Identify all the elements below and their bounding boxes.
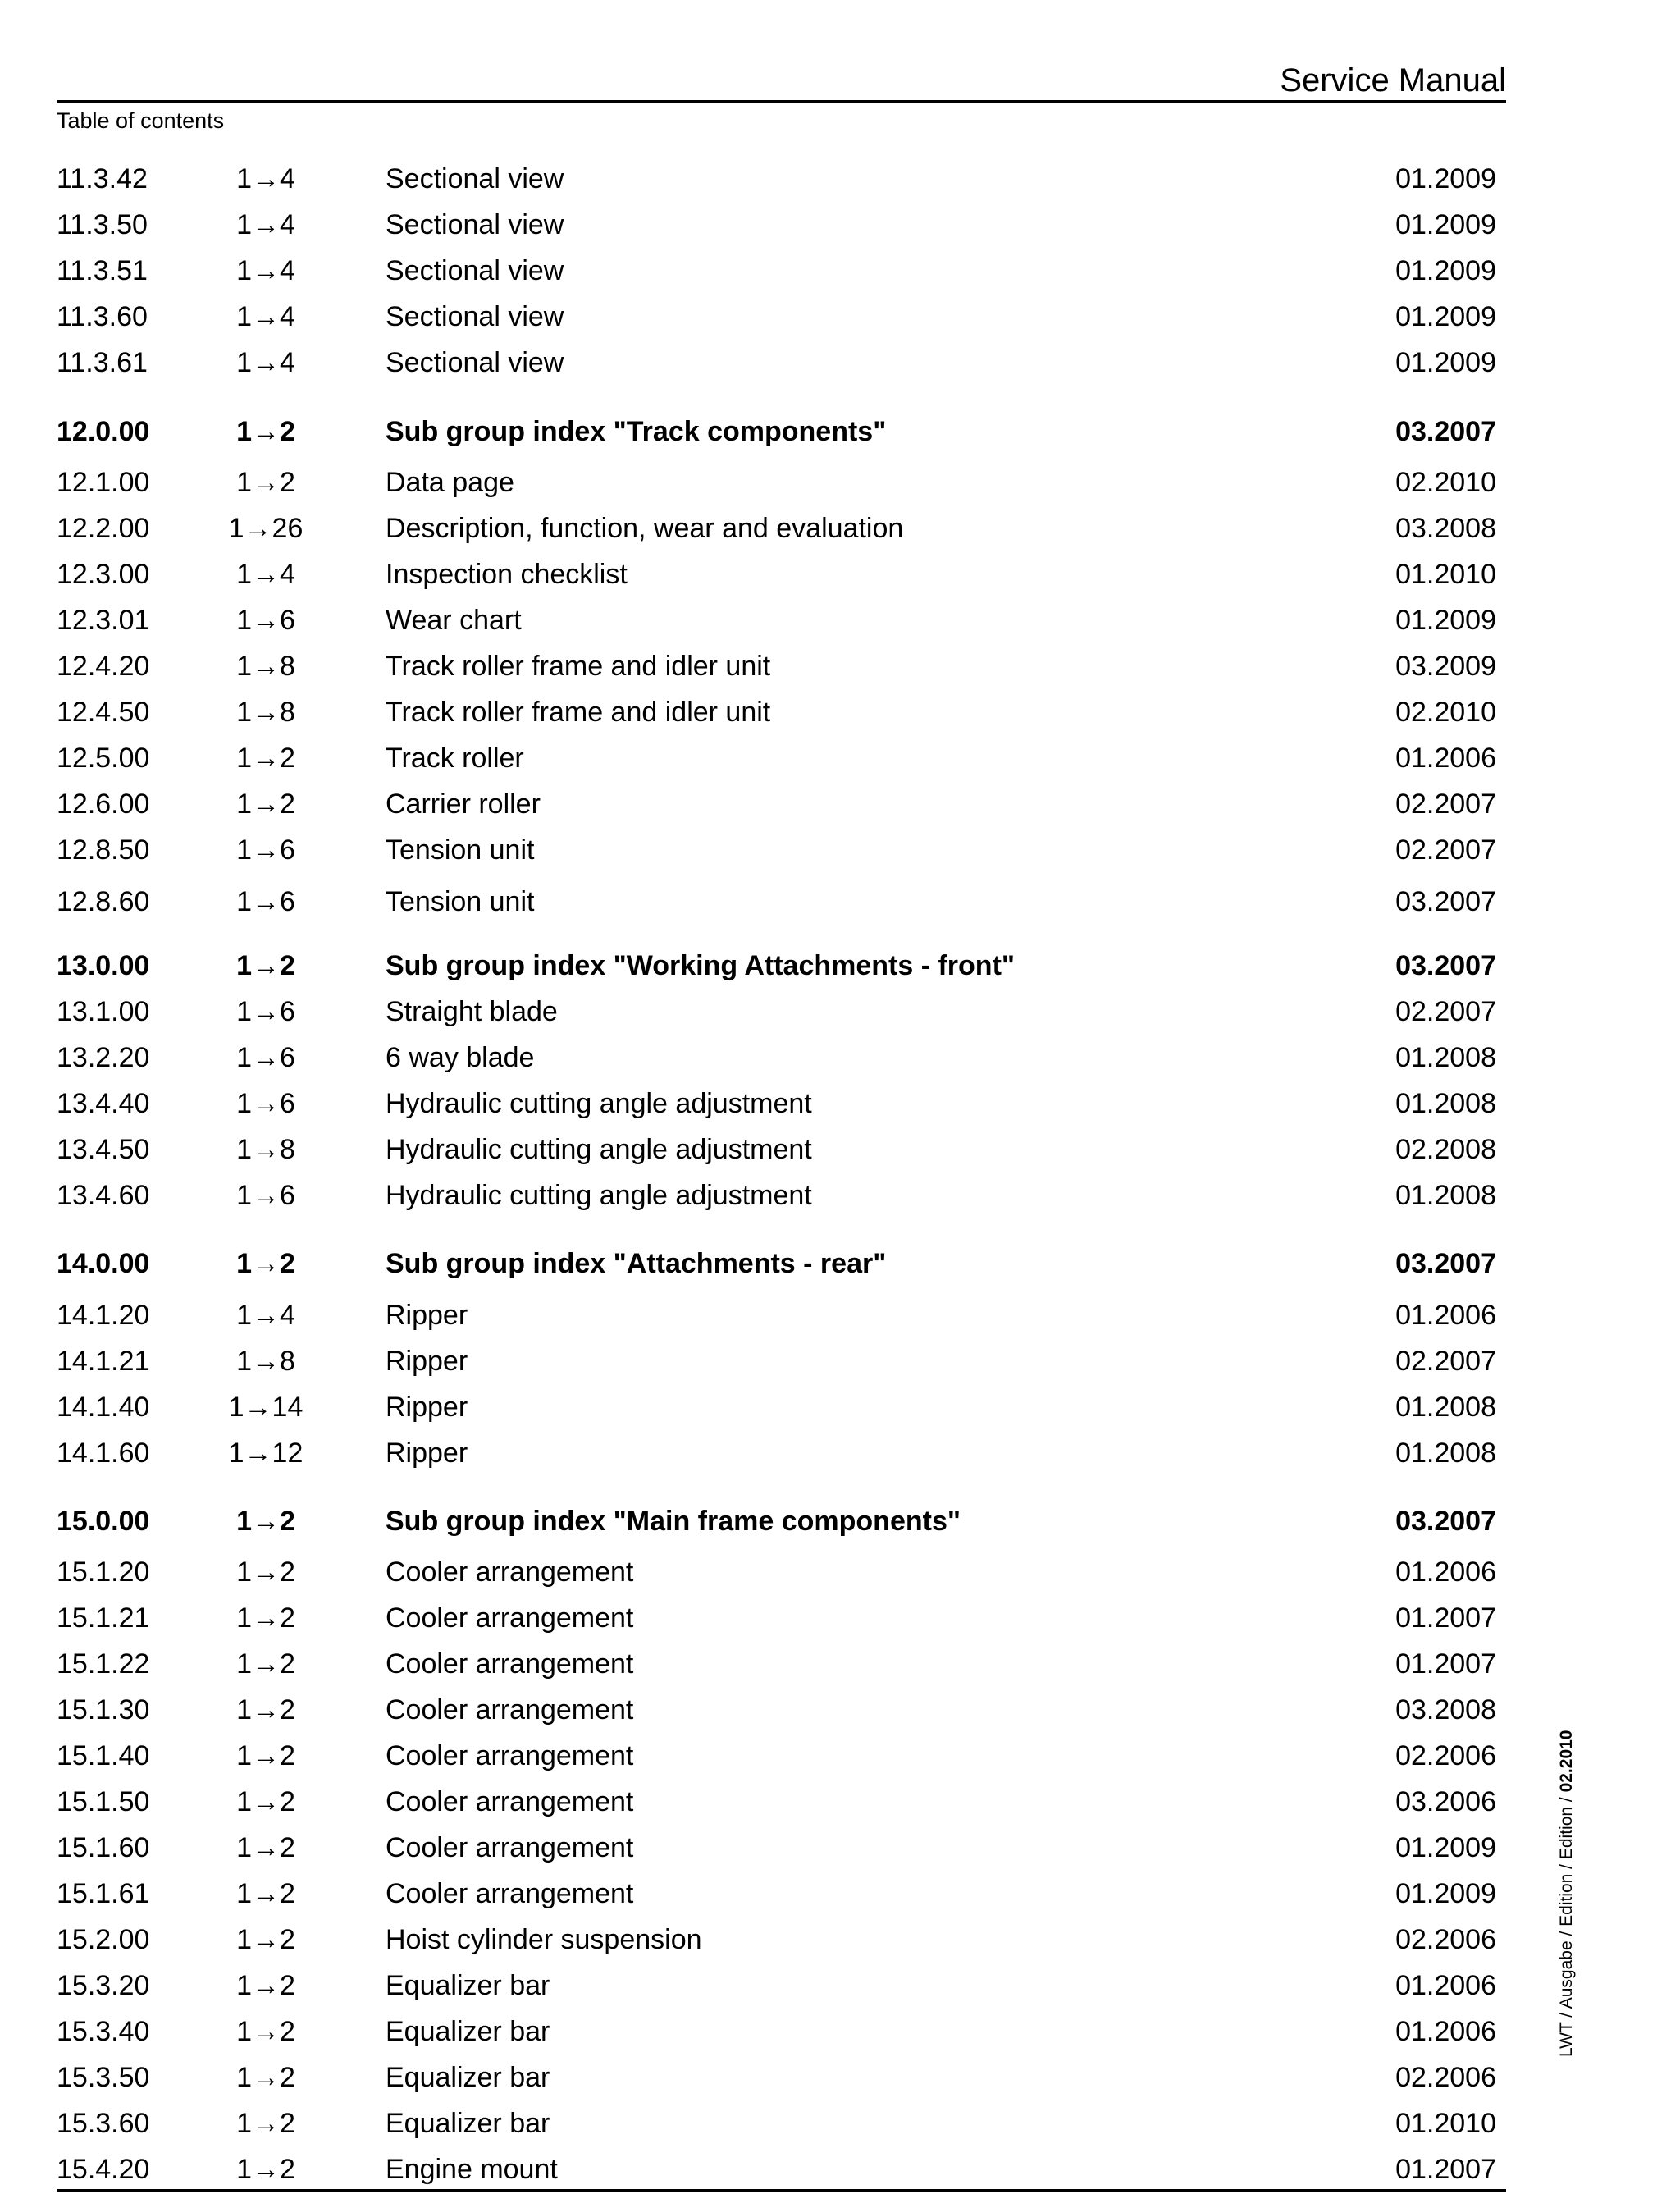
- toc-section-number: 13.0.00: [57, 950, 150, 981]
- toc-row: [57, 784, 1506, 825]
- toc-page-range: 1→6: [236, 1088, 295, 1119]
- toc-title: Engine mount: [386, 2154, 558, 2185]
- section-label: Table of contents: [57, 108, 225, 133]
- toc-section-number: 12.4.20: [57, 651, 150, 682]
- toc-date: 02.2006: [1395, 1924, 1496, 1955]
- toc-page-range: 1→2: [236, 1878, 295, 1909]
- toc-date: 03.2008: [1395, 1694, 1496, 1725]
- toc-section-number: 12.4.50: [57, 697, 150, 728]
- toc-row: [57, 1598, 1506, 1639]
- toc-row: [57, 1175, 1506, 1216]
- toc-page-range: 1→4: [236, 163, 295, 194]
- toc-page-range: 1→6: [236, 886, 295, 917]
- toc-title: Ripper: [386, 1346, 468, 1377]
- toc-row: [57, 250, 1506, 291]
- toc-date: 03.2007: [1395, 1506, 1496, 1537]
- toc-section-number: 11.3.51: [57, 255, 148, 286]
- toc-row: [57, 1552, 1506, 1593]
- toc-section-number: 15.1.21: [57, 1602, 150, 1634]
- toc-title: Sectional view: [386, 347, 564, 378]
- toc-row: [57, 600, 1506, 641]
- toc-section-number: 11.3.50: [57, 209, 148, 240]
- toc-date: 01.2008: [1395, 1438, 1496, 1469]
- toc-row: [57, 1781, 1506, 1822]
- toc-row: [57, 1433, 1506, 1474]
- toc-page-range: 1→4: [236, 209, 295, 240]
- toc-title: Cooler arrangement: [386, 1694, 634, 1725]
- toc-date: 03.2007: [1395, 886, 1496, 917]
- toc-page-range: 1→4: [236, 301, 295, 332]
- toc-date: 01.2009: [1395, 1832, 1496, 1863]
- toc-date: 01.2009: [1395, 347, 1496, 378]
- bottom-divider: [57, 2189, 1506, 2192]
- toc-date: 01.2006: [1395, 1556, 1496, 1588]
- toc-title: Cooler arrangement: [386, 1648, 634, 1680]
- toc-section-number: 15.2.00: [57, 1924, 150, 1955]
- toc-date: 02.2008: [1395, 1134, 1496, 1165]
- toc-title: Ripper: [386, 1392, 468, 1423]
- toc-page-range: 1→2: [236, 2154, 295, 2185]
- toc-page-range: 1→2: [236, 1556, 295, 1588]
- edition-note: [1556, 1730, 1577, 2058]
- toc-date: 01.2009: [1395, 1878, 1496, 1909]
- toc-row: [57, 204, 1506, 245]
- toc-title: Equalizer bar: [386, 2108, 550, 2139]
- toc-section-number: 15.1.40: [57, 1740, 150, 1771]
- toc-row: [57, 1689, 1506, 1730]
- edition-prefix: LWT / Ausgabe / Edition / Edition /: [1557, 1792, 1576, 2057]
- toc-section-number: 12.5.00: [57, 743, 150, 774]
- toc-page-range: 1→2: [236, 1970, 295, 2001]
- toc-date: 02.2007: [1395, 788, 1496, 820]
- toc-page-range: 1→2: [236, 1786, 295, 1817]
- toc-title: Track roller frame and idler unit: [386, 697, 771, 728]
- toc-page-range: 1→26: [228, 513, 304, 544]
- toc-title: Sectional view: [386, 301, 564, 332]
- toc-row: [57, 1827, 1506, 1868]
- toc-section-number: 15.4.20: [57, 2154, 150, 2185]
- toc-page-range: 1→8: [236, 1134, 295, 1165]
- toc-row: [57, 881, 1506, 922]
- toc-page-range: 1→2: [236, 1924, 295, 1955]
- toc-row: [57, 342, 1506, 383]
- toc-title: Tension unit: [386, 834, 535, 866]
- toc-date: 01.2007: [1395, 1648, 1496, 1680]
- toc-section-number: 11.3.60: [57, 301, 148, 332]
- toc-date: 02.2007: [1395, 834, 1496, 866]
- toc-section-number: 12.3.00: [57, 559, 150, 590]
- toc-row: [57, 462, 1506, 503]
- toc-section-number: 14.1.40: [57, 1392, 150, 1423]
- toc-title: Equalizer bar: [386, 2016, 550, 2047]
- toc-title: Hydraulic cutting angle adjustment: [386, 1180, 812, 1211]
- toc-section-number: 15.3.40: [57, 2016, 150, 2047]
- toc-section-number: 12.2.00: [57, 513, 150, 544]
- toc-title: 6 way blade: [386, 1042, 535, 1073]
- toc-section-number: 13.4.40: [57, 1088, 150, 1119]
- toc-row: [57, 1919, 1506, 1960]
- toc-row: [57, 830, 1506, 871]
- toc-title: Straight blade: [386, 996, 558, 1027]
- toc-section-number: 13.2.20: [57, 1042, 150, 1073]
- toc-title: Cooler arrangement: [386, 1878, 634, 1909]
- toc-title: Inspection checklist: [386, 559, 628, 590]
- toc-row: [57, 1341, 1506, 1382]
- toc-date: 01.2009: [1395, 255, 1496, 286]
- toc-page-range: 1→2: [236, 1648, 295, 1680]
- toc-section-number: 14.1.60: [57, 1438, 150, 1469]
- toc-page-range: 1→8: [236, 1346, 295, 1377]
- toc-page-range: 1→6: [236, 1180, 295, 1211]
- toc-title: Cooler arrangement: [386, 1740, 634, 1771]
- toc-row: [57, 1643, 1506, 1684]
- toc-date: 01.2007: [1395, 2154, 1496, 2185]
- toc-page-range: 1→2: [236, 1694, 295, 1725]
- toc-date: 02.2006: [1395, 1740, 1496, 1771]
- toc-date: 01.2009: [1395, 163, 1496, 194]
- toc-page-range: 1→2: [236, 788, 295, 820]
- toc-date: 01.2010: [1395, 559, 1496, 590]
- toc-title: Tension unit: [386, 886, 535, 917]
- toc-page-range: 1→6: [236, 605, 295, 636]
- toc-row: [57, 1387, 1506, 1428]
- toc-row: [57, 1037, 1506, 1078]
- toc-date: 03.2007: [1395, 1248, 1496, 1279]
- toc-page-range: 1→8: [236, 697, 295, 728]
- toc-section-number: 12.6.00: [57, 788, 150, 820]
- toc-group-row: [57, 1501, 1506, 1542]
- toc-date: 01.2010: [1395, 2108, 1496, 2139]
- toc-title: Track roller frame and idler unit: [386, 651, 771, 682]
- toc-section-number: 13.1.00: [57, 996, 150, 1027]
- toc-row: [57, 991, 1506, 1032]
- toc-page-range: 1→6: [236, 834, 295, 866]
- toc-row: [57, 1735, 1506, 1776]
- toc-date: 01.2006: [1395, 1970, 1496, 2001]
- toc-title: Sub group index "Track components": [386, 416, 887, 447]
- toc-section-number: 15.1.22: [57, 1648, 150, 1680]
- toc-title: Ripper: [386, 1438, 468, 1469]
- toc-page-range: 1→6: [236, 996, 295, 1027]
- toc-section-number: 15.1.61: [57, 1878, 150, 1909]
- toc-row: [57, 738, 1506, 779]
- toc-section-number: 12.8.50: [57, 834, 150, 866]
- toc-section-number: 11.3.42: [57, 163, 148, 194]
- toc-section-number: 15.1.20: [57, 1556, 150, 1588]
- toc-title: Cooler arrangement: [386, 1602, 634, 1634]
- toc-title: Cooler arrangement: [386, 1556, 634, 1588]
- toc-row: [57, 1083, 1506, 1124]
- toc-date: 03.2006: [1395, 1786, 1496, 1817]
- toc-row: [57, 2149, 1506, 2190]
- toc-title: Sectional view: [386, 255, 564, 286]
- toc-page-range: 1→2: [236, 2016, 295, 2047]
- toc-date: 01.2008: [1395, 1088, 1496, 1119]
- toc-date: 01.2007: [1395, 1602, 1496, 1634]
- toc-group-row: [57, 1243, 1506, 1284]
- toc-date: 03.2007: [1395, 416, 1496, 447]
- toc-section-number: 14.1.21: [57, 1346, 150, 1377]
- toc-row: [57, 2011, 1506, 2052]
- toc-page-range: 1→4: [236, 255, 295, 286]
- toc-page-range: 1→2: [236, 1602, 295, 1634]
- toc-title: Wear chart: [386, 605, 522, 636]
- toc-section-number: 14.0.00: [57, 1248, 150, 1279]
- toc-section-number: 15.3.20: [57, 1970, 150, 2001]
- toc-section-number: 13.4.60: [57, 1180, 150, 1211]
- toc-page-range: 1→2: [236, 1248, 295, 1279]
- toc-title: Sectional view: [386, 209, 564, 240]
- toc-row: [57, 1873, 1506, 1914]
- toc-section-number: 15.3.50: [57, 2062, 150, 2093]
- toc-date: 01.2006: [1395, 743, 1496, 774]
- toc-section-number: 12.3.01: [57, 605, 150, 636]
- toc-date: 03.2008: [1395, 513, 1496, 544]
- toc-page-range: 1→2: [236, 743, 295, 774]
- toc-section-number: 11.3.61: [57, 347, 148, 378]
- toc-page-range: 1→4: [236, 1300, 295, 1331]
- toc-date: 01.2008: [1395, 1392, 1496, 1423]
- toc-date: 01.2006: [1395, 1300, 1496, 1331]
- toc-date: 01.2008: [1395, 1042, 1496, 1073]
- toc-title: Ripper: [386, 1300, 468, 1331]
- toc-title: Sectional view: [386, 163, 564, 194]
- toc-row: [57, 554, 1506, 595]
- toc-title: Sub group index "Attachments - rear": [386, 1248, 887, 1279]
- toc-row: [57, 2103, 1506, 2144]
- toc-group-row: [57, 945, 1506, 986]
- manual-title: Service Manual: [1280, 62, 1506, 98]
- toc-section-number: 15.1.60: [57, 1832, 150, 1863]
- toc-page-range: 1→8: [236, 651, 295, 682]
- edition-date: 02.2010: [1557, 1730, 1576, 1793]
- toc-date: 03.2007: [1395, 950, 1496, 981]
- toc-date: 01.2008: [1395, 1180, 1496, 1211]
- toc-section-number: 12.0.00: [57, 416, 150, 447]
- toc-date: 01.2009: [1395, 209, 1496, 240]
- toc-title: Cooler arrangement: [386, 1786, 634, 1817]
- page-header: [57, 49, 1506, 103]
- toc-row: [57, 508, 1506, 549]
- toc-date: 02.2006: [1395, 2062, 1496, 2093]
- toc-page-range: 1→2: [236, 950, 295, 981]
- toc-title: Carrier roller: [386, 788, 541, 820]
- toc-row: [57, 1295, 1506, 1336]
- toc-date: 03.2009: [1395, 651, 1496, 682]
- toc-page-range: 1→4: [236, 347, 295, 378]
- toc-section-number: 15.3.60: [57, 2108, 150, 2139]
- toc-page-range: 1→2: [236, 2108, 295, 2139]
- toc-date: 02.2010: [1395, 467, 1496, 498]
- toc-row: [57, 646, 1506, 687]
- toc-date: 01.2006: [1395, 2016, 1496, 2047]
- toc-page-range: 1→4: [236, 559, 295, 590]
- toc-date: 02.2010: [1395, 697, 1496, 728]
- toc-section-number: 12.1.00: [57, 467, 150, 498]
- toc-date: 02.2007: [1395, 996, 1496, 1027]
- toc-section-number: 15.1.50: [57, 1786, 150, 1817]
- toc-section-number: 15.1.30: [57, 1694, 150, 1725]
- toc-row: [57, 158, 1506, 199]
- toc-title: Hoist cylinder suspension: [386, 1924, 702, 1955]
- toc-title: Data page: [386, 467, 514, 498]
- toc-title: Equalizer bar: [386, 1970, 550, 2001]
- toc-page-range: 1→12: [228, 1438, 304, 1469]
- toc-page-range: 1→2: [236, 467, 295, 498]
- toc-title: Hydraulic cutting angle adjustment: [386, 1134, 812, 1165]
- toc-date: 02.2007: [1395, 1346, 1496, 1377]
- toc-group-row: [57, 411, 1506, 452]
- toc-row: [57, 2057, 1506, 2098]
- toc-page-range: 1→2: [236, 2062, 295, 2093]
- toc-title: Cooler arrangement: [386, 1832, 634, 1863]
- toc-page-range: 1→2: [236, 1506, 295, 1537]
- toc-section-number: 14.1.20: [57, 1300, 150, 1331]
- toc-title: Sub group index "Working Attachments - front": [386, 950, 1016, 981]
- toc-title: Equalizer bar: [386, 2062, 550, 2093]
- toc-title: Track roller: [386, 743, 524, 774]
- toc-page-range: 1→2: [236, 1832, 295, 1863]
- toc-title: Hydraulic cutting angle adjustment: [386, 1088, 812, 1119]
- toc-row: [57, 296, 1506, 337]
- toc-page-range: 1→6: [236, 1042, 295, 1073]
- toc-section-number: 12.8.60: [57, 886, 150, 917]
- toc-page-range: 1→2: [236, 1740, 295, 1771]
- toc-title: Sub group index "Main frame components": [386, 1506, 961, 1537]
- toc-row: [57, 1965, 1506, 2006]
- toc-section-number: 13.4.50: [57, 1134, 150, 1165]
- toc-page-range: 1→2: [236, 416, 295, 447]
- toc-section-number: 15.0.00: [57, 1506, 150, 1537]
- toc-date: 01.2009: [1395, 605, 1496, 636]
- toc-row: [57, 692, 1506, 733]
- toc-title: Description, function, wear and evaluation: [386, 513, 904, 544]
- toc-row: [57, 1129, 1506, 1170]
- toc-date: 01.2009: [1395, 301, 1496, 332]
- toc-page-range: 1→14: [228, 1392, 304, 1423]
